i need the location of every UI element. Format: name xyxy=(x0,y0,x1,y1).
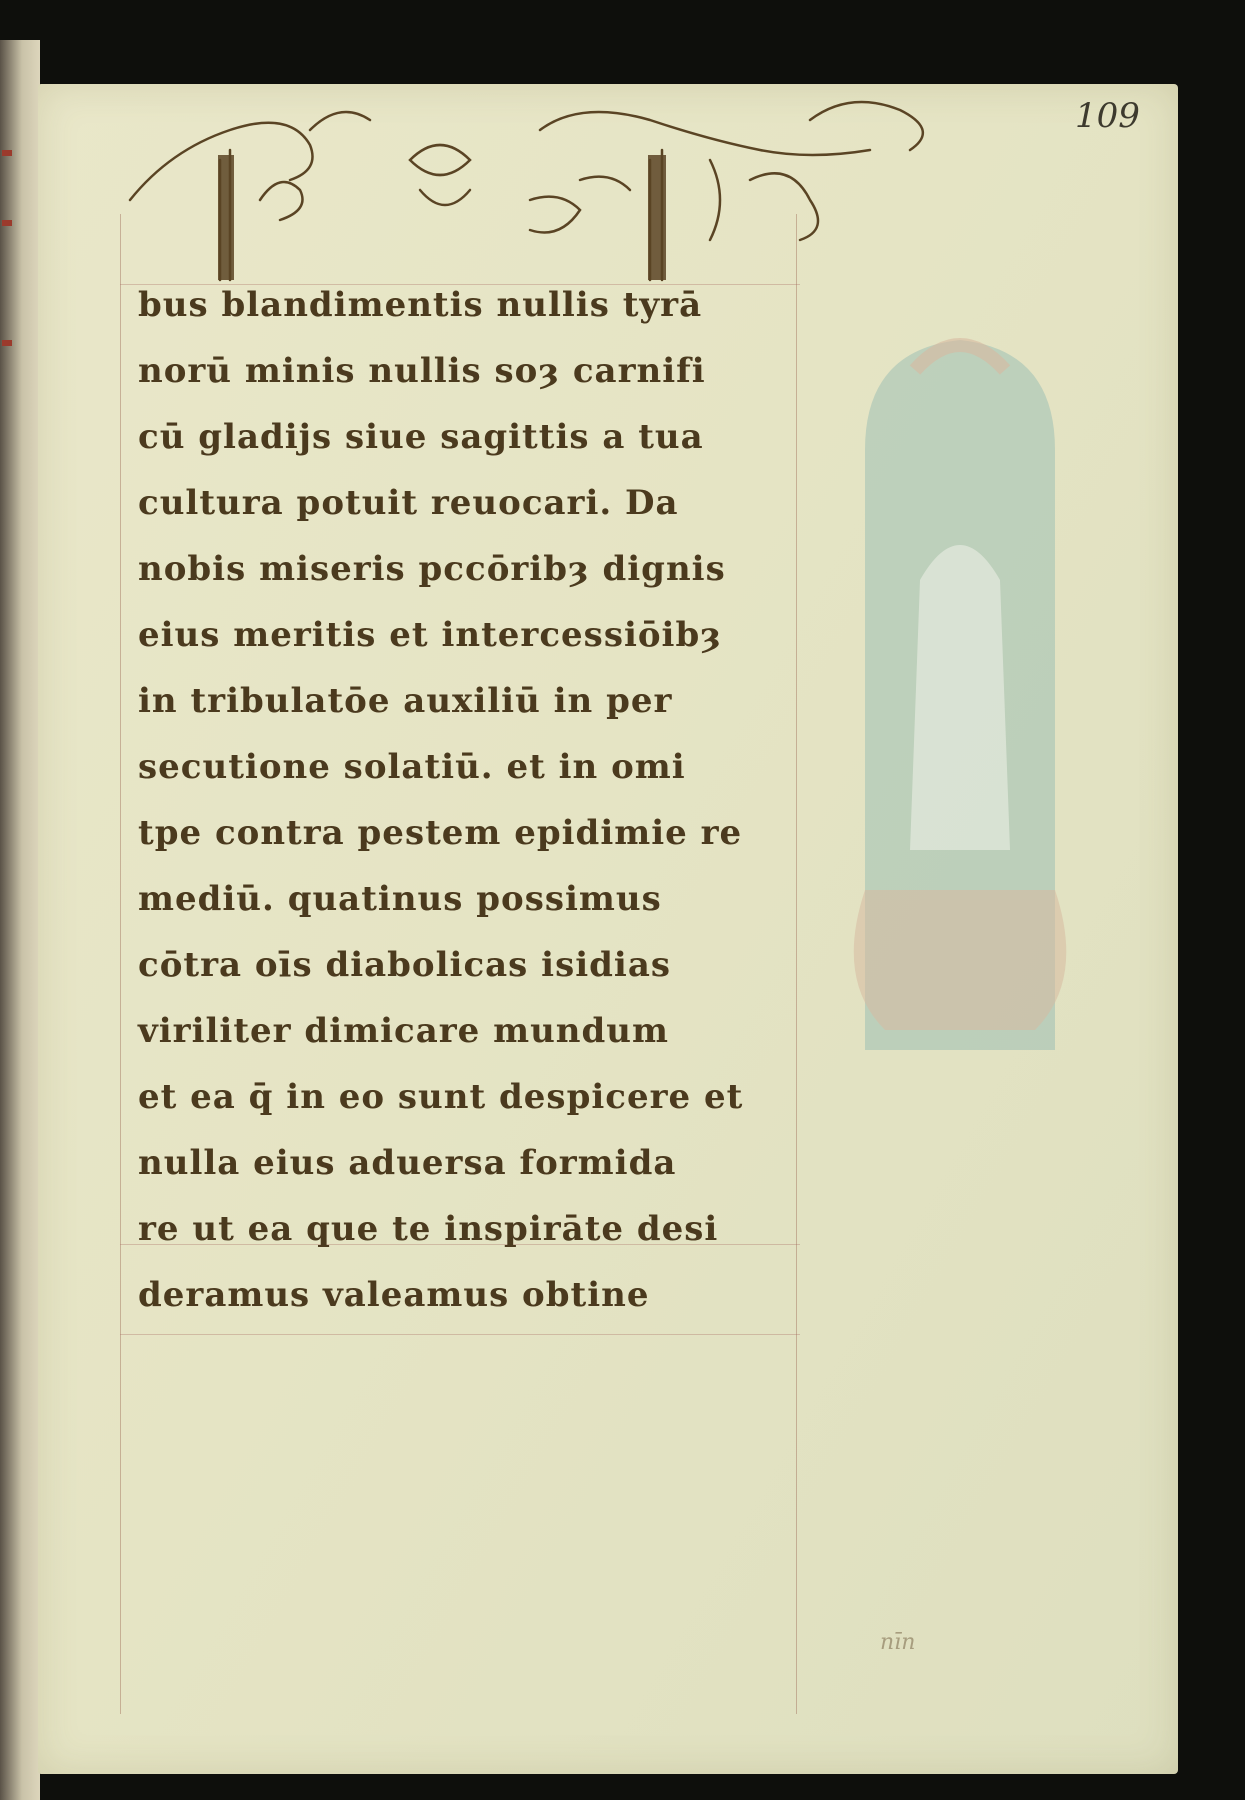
text-line: re ut ea que te inspirāte desi xyxy=(138,1209,719,1249)
text-line: norū minis nullis soȝ carnifi xyxy=(138,351,706,391)
text-line: cultura potuit reuocari. Da xyxy=(138,483,679,523)
catchword: nīn xyxy=(880,1630,916,1655)
cadel-flourishes xyxy=(110,90,990,290)
text-block xyxy=(138,272,828,1328)
text-line: tpe contra pestem epidimie re xyxy=(138,813,743,853)
rubric-mark xyxy=(2,340,12,346)
text-line: nobis miseris pccōribȝ dignis xyxy=(138,549,726,589)
text-line: in tribulatōe auxiliū in per xyxy=(138,681,673,721)
rubric-mark xyxy=(2,150,12,156)
folio-number: 109 xyxy=(1075,96,1140,136)
ruling-line xyxy=(120,1334,800,1335)
show-through-miniature xyxy=(825,330,1095,1050)
text-line: nulla eius aduersa formida xyxy=(138,1143,677,1183)
adjacent-page-edge xyxy=(0,40,40,1800)
text-line: deramus valeamus obtine xyxy=(138,1275,650,1315)
text-line: cōtra oīs diabolicas isidias xyxy=(138,945,671,985)
rubric-mark xyxy=(2,220,12,226)
ruling-line xyxy=(120,214,121,1714)
text-line: eius meritis et intercessiōibȝ xyxy=(138,615,722,655)
text-line: mediū. quatinus possimus xyxy=(138,879,662,919)
text-line: viriliter dimicare mundum xyxy=(138,1011,669,1051)
text-line: bus blandimentis nullis tyrā xyxy=(138,285,703,325)
text-line: et ea q̄ in eo sunt despicere et xyxy=(138,1077,744,1117)
text-line: secutione solatiū. et in omi xyxy=(138,747,686,787)
text-line: cū gladijs siue sagittis a tua xyxy=(138,417,704,457)
